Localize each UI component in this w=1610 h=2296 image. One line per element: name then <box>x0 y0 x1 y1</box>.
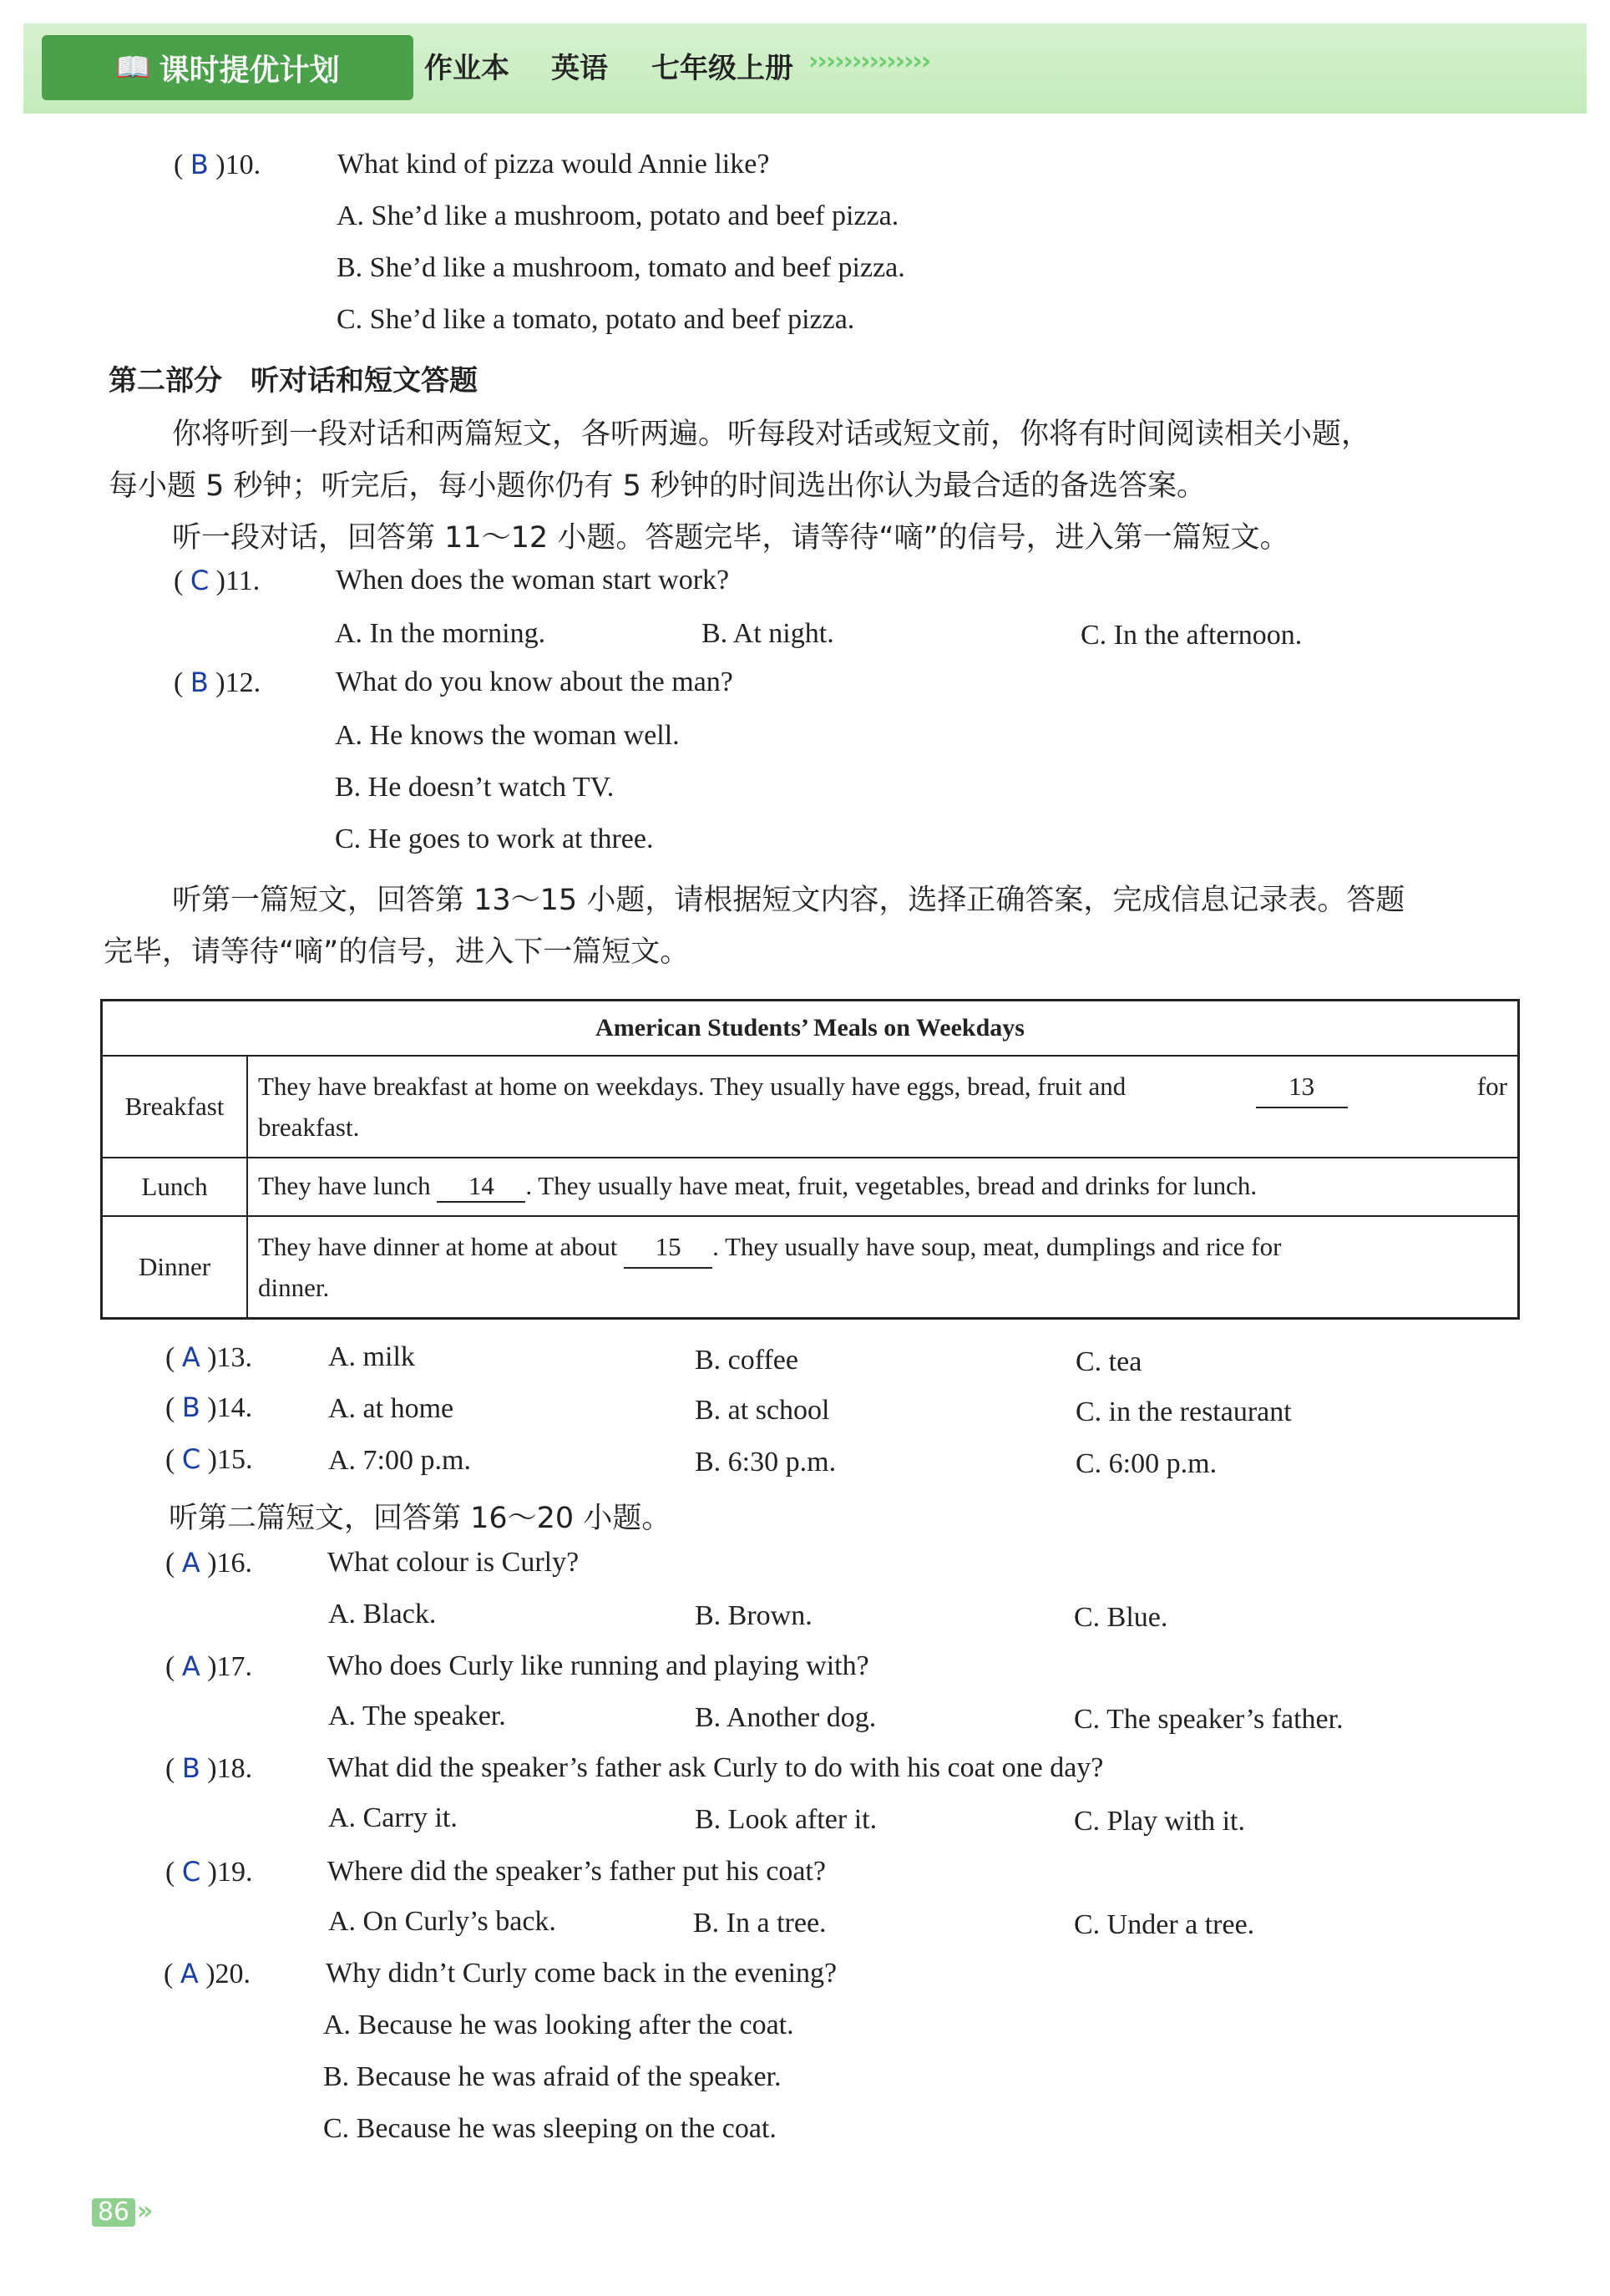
option: C. He goes to work at three. <box>335 824 654 854</box>
question-16: ( A )16. What colour is Curly? <box>165 1547 580 1579</box>
row-label: Dinner <box>102 1216 248 1318</box>
option: C. Play with it. <box>1074 1806 1245 1837</box>
question-12: ( B )12. What do you know about the man? <box>174 666 733 698</box>
answer-15: C <box>181 1443 201 1475</box>
table-row <box>102 1056 1519 1158</box>
blank-15: 15 <box>624 1227 712 1269</box>
question-number: )20. <box>205 1959 251 1989</box>
option: A. She’d like a mushroom, potato and beef pizza. <box>337 200 899 231</box>
option: A. 7:00 p.m. <box>328 1445 471 1476</box>
answer-13: A <box>181 1341 200 1373</box>
option: B. Look after it. <box>695 1804 878 1835</box>
option: B. at school <box>695 1395 830 1426</box>
answer-10: B <box>190 149 209 180</box>
question-10: ( B )10. What kind of pizza would Annie like? <box>174 149 770 180</box>
brand-logo <box>42 35 413 100</box>
question-text: What kind of pizza would Annie like? <box>337 149 770 180</box>
option: C. tea <box>1076 1346 1142 1377</box>
option: A. In the morning. <box>335 618 546 649</box>
option: C. She’d like a tomato, potato and beef pizza. <box>337 304 855 335</box>
question-number: )14. <box>207 1392 253 1423</box>
option: B. 6:30 p.m. <box>695 1447 837 1477</box>
row-text: They have lunch <box>258 1171 431 1200</box>
row-content <box>247 1216 1519 1318</box>
option: A. Black. <box>328 1599 437 1630</box>
question-number: )16. <box>207 1548 253 1579</box>
question-number: )15. <box>207 1444 253 1475</box>
option: A. The speaker. <box>328 1700 506 1731</box>
row-text: dinner. <box>258 1272 330 1302</box>
grade-label: 七年级上册 <box>651 52 793 85</box>
option: A. He knows the woman well. <box>335 720 680 751</box>
instruction: 听一段对话，回答第 11～12 小题。答题完毕，请等待“嘀”的信号，进入第一篇短文。 <box>172 521 1289 555</box>
answer-11: C <box>190 565 210 596</box>
option: C. 6:00 p.m. <box>1076 1448 1218 1479</box>
option: A. Carry it. <box>328 1802 458 1833</box>
option: C. In the afternoon. <box>1081 620 1303 651</box>
question-15: ( C )15. <box>165 1443 253 1475</box>
option: C. Blue. <box>1074 1602 1168 1633</box>
question-14: ( B )14. <box>165 1391 253 1423</box>
brand-text: 课时提优计划 <box>159 53 340 88</box>
row-text: . They usually have soup, meat, dumplings and rice for <box>712 1231 1282 1261</box>
instruction: 你将听到一段对话和两篇短文，各听两遍。听每段对话或短文前，你将有时间阅读相关小题， <box>172 418 1371 451</box>
question-text: What do you know about the man? <box>336 666 733 697</box>
option: A. Because he was looking after the coat. <box>323 2010 794 2040</box>
row-label: Breakfast <box>102 1056 248 1158</box>
subject-label: 英语 <box>551 52 608 85</box>
answer-18: B <box>181 1752 200 1784</box>
question-text: What colour is Curly? <box>327 1547 580 1578</box>
row-text: They have dinner at home at about <box>258 1231 618 1261</box>
option: A. milk <box>328 1341 415 1372</box>
answer-12: B <box>190 666 209 698</box>
option: A. at home <box>328 1393 454 1424</box>
row-content <box>247 1158 1519 1216</box>
table-header-row <box>102 1001 1519 1057</box>
option: B. At night. <box>701 618 834 649</box>
option: B. Because he was afraid of the speaker. <box>323 2061 782 2092</box>
question-text: Who does Curly like running and playing with? <box>327 1650 869 1681</box>
option: B. Another dog. <box>695 1702 877 1733</box>
option: C. Because he was sleeping on the coat. <box>323 2113 777 2144</box>
row-content <box>247 1056 1519 1158</box>
row-text: . They usually have meat, fruit, vegetables, bread and drinks for lunch. <box>525 1171 1258 1200</box>
answer-17: A <box>181 1650 200 1682</box>
chevron-right-icon: » <box>137 2197 154 2226</box>
option: B. coffee <box>695 1345 798 1376</box>
book-icon: 📖 <box>115 51 151 84</box>
instruction: 听第二篇短文，回答第 16～20 小题。 <box>169 1502 671 1535</box>
option: A. On Curly’s back. <box>328 1906 556 1937</box>
chevron-decoration-icon: ›››››››››››››› <box>808 47 930 76</box>
instruction: 每小题 5 秒钟；听完后，每小题你仍有 5 秒钟的时间选出你认为最合适的备选答案。 <box>109 469 1207 503</box>
question-text: Where did the speaker’s father put his coat? <box>327 1856 826 1887</box>
question-number: )11. <box>215 565 261 596</box>
question-13: ( A )13. <box>165 1341 253 1373</box>
question-19: ( C )19. Where did the speaker’s father put his coat? <box>165 1856 826 1888</box>
question-number: )13. <box>207 1342 253 1373</box>
question-text: What did the speaker’s father ask Curly to do with his coat one day? <box>327 1752 1104 1783</box>
answer-14: B <box>181 1391 200 1423</box>
question-text: When does the woman start work? <box>336 565 730 596</box>
question-number: )12. <box>215 667 261 698</box>
option: C. Under a tree. <box>1074 1909 1255 1940</box>
option: B. He doesn’t watch TV. <box>335 772 615 803</box>
question-number: )17. <box>207 1651 253 1682</box>
answer-19: C <box>181 1856 201 1888</box>
question-text: Why didn’t Curly come back in the evening? <box>326 1958 838 1989</box>
instruction: 完毕，请等待“嘀”的信号，进入下一篇短文。 <box>104 935 690 969</box>
row-label: Lunch <box>102 1158 248 1216</box>
question-number: )10. <box>215 150 261 180</box>
header-banner <box>23 23 1587 114</box>
question-18: ( B )18. What did the speaker’s father ask Curly to do with his coat one day? <box>165 1752 1104 1784</box>
question-number: )19. <box>207 1857 253 1888</box>
blank-14: 14 <box>437 1171 525 1203</box>
question-number: )18. <box>207 1753 253 1784</box>
book-title: 作业本 <box>424 52 509 85</box>
question-17: ( A )17. Who does Curly like running and playing with? <box>165 1650 869 1682</box>
option: B. In a tree. <box>693 1908 827 1939</box>
table-title: American Students’ Meals on Weekdays <box>102 1001 1519 1057</box>
page-number: 86 <box>92 2198 135 2227</box>
instruction: 听第一篇短文，回答第 13～15 小题，请根据短文内容，选择正确答案，完成信息记录表。答题 <box>172 884 1405 917</box>
option: C. The speaker’s father. <box>1074 1704 1344 1735</box>
option: B. Brown. <box>695 1600 813 1631</box>
question-11: ( C )11. When does the woman start work? <box>174 565 730 596</box>
row-text: for <box>1476 1072 1507 1101</box>
blank-13: 13 <box>1256 1067 1348 1108</box>
answer-16: A <box>181 1547 200 1579</box>
option: C. in the restaurant <box>1076 1396 1292 1427</box>
row-text: breakfast. <box>258 1113 360 1142</box>
option: B. She’d like a mushroom, tomato and beef pizza. <box>337 252 905 283</box>
section-title: 第二部分 听对话和短文答题 <box>109 364 478 398</box>
meal-table <box>100 999 1520 1320</box>
answer-20: A <box>180 1958 199 1989</box>
table-row <box>102 1158 1519 1216</box>
table-row <box>102 1216 1519 1318</box>
row-text: They have breakfast at home on weekdays. They usually have eggs, bread, fruit and <box>258 1072 1126 1101</box>
question-20: ( A )20. Why didn’t Curly come back in the evening? <box>164 1958 838 1989</box>
